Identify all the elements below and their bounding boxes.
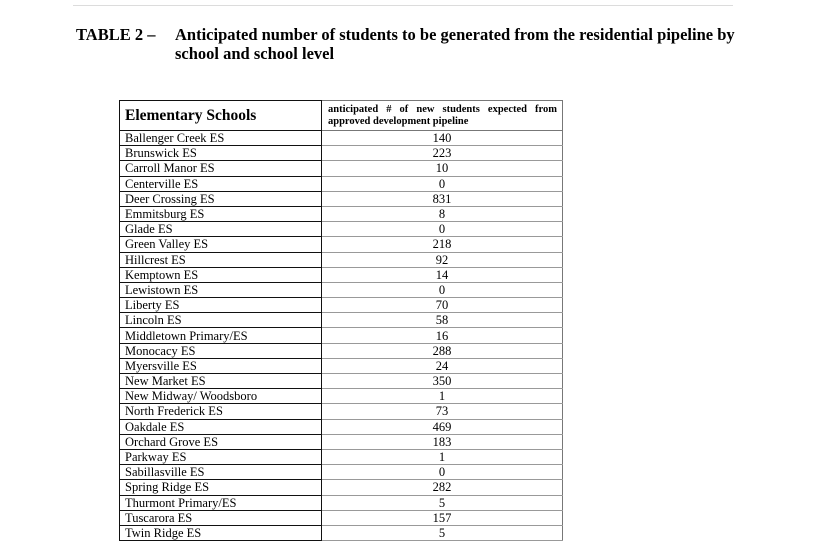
table-row	[120, 495, 563, 510]
school-name-cell: Deer Crossing ES	[120, 191, 322, 206]
student-count-cell: 0	[322, 176, 563, 191]
table-row	[120, 298, 563, 313]
school-name-cell: Middletown Primary/ES	[120, 328, 322, 343]
school-name-cell: Spring Ridge ES	[120, 480, 322, 495]
table-row	[120, 328, 563, 343]
student-count-cell: 8	[322, 206, 563, 221]
school-name-cell: Sabillasville ES	[120, 465, 322, 480]
student-count-cell: 1	[322, 389, 563, 404]
school-name-cell: New Market ES	[120, 374, 322, 389]
school-name-cell: Liberty ES	[120, 298, 322, 313]
school-name-cell: Emmitsburg ES	[120, 206, 322, 221]
school-name-cell: Twin Ridge ES	[120, 525, 322, 540]
school-name-cell: Myersville ES	[120, 358, 322, 373]
table-row	[120, 146, 563, 161]
table-row	[120, 358, 563, 373]
header-anticipated-students: anticipated # of new students expected from approved development pipeline	[322, 101, 563, 131]
school-name-cell: New Midway/ Woodsboro	[120, 389, 322, 404]
student-count-cell: 70	[322, 298, 563, 313]
table-row	[120, 313, 563, 328]
table-row	[120, 267, 563, 282]
student-count-cell: 288	[322, 343, 563, 358]
student-count-cell: 469	[322, 419, 563, 434]
school-name-cell: North Frederick ES	[120, 404, 322, 419]
student-count-cell: 16	[322, 328, 563, 343]
student-count-cell: 0	[322, 465, 563, 480]
school-name-cell: Tuscarora ES	[120, 510, 322, 525]
student-count-cell: 73	[322, 404, 563, 419]
table-row	[120, 465, 563, 480]
student-count-cell: 5	[322, 495, 563, 510]
table-number: TABLE 2 –	[76, 25, 156, 44]
students-pipeline-table	[119, 100, 563, 541]
page-header-rule	[73, 5, 733, 6]
table-title: Anticipated number of students to be generated from the residential pipeline by school and school level	[175, 25, 735, 63]
table-row	[120, 206, 563, 221]
school-name-cell: Parkway ES	[120, 449, 322, 464]
table-row	[120, 449, 563, 464]
school-name-cell: Glade ES	[120, 222, 322, 237]
table-row	[120, 343, 563, 358]
table-row	[120, 434, 563, 449]
student-count-cell: 14	[322, 267, 563, 282]
student-count-cell: 92	[322, 252, 563, 267]
table-row	[120, 161, 563, 176]
student-count-cell: 1	[322, 449, 563, 464]
school-name-cell: Hillcrest ES	[120, 252, 322, 267]
student-count-cell: 157	[322, 510, 563, 525]
school-name-cell: Lincoln ES	[120, 313, 322, 328]
table-row	[120, 191, 563, 206]
table-row	[120, 131, 563, 146]
table-row	[120, 510, 563, 525]
table-header-row	[120, 101, 563, 131]
student-count-cell: 223	[322, 146, 563, 161]
student-count-cell: 282	[322, 480, 563, 495]
table-row	[120, 252, 563, 267]
school-name-cell: Kemptown ES	[120, 267, 322, 282]
header-elementary-schools: Elementary Schools	[120, 101, 322, 131]
table-row	[120, 282, 563, 297]
student-count-cell: 140	[322, 131, 563, 146]
student-count-cell: 0	[322, 222, 563, 237]
school-name-cell: Monocacy ES	[120, 343, 322, 358]
table-row	[120, 389, 563, 404]
table-caption	[76, 25, 776, 63]
table-row	[120, 374, 563, 389]
table-row	[120, 480, 563, 495]
table-row	[120, 176, 563, 191]
student-count-cell: 0	[322, 282, 563, 297]
school-name-cell: Green Valley ES	[120, 237, 322, 252]
student-count-cell: 10	[322, 161, 563, 176]
school-name-cell: Carroll Manor ES	[120, 161, 322, 176]
student-count-cell: 58	[322, 313, 563, 328]
student-count-cell: 350	[322, 374, 563, 389]
school-name-cell: Lewistown ES	[120, 282, 322, 297]
student-count-cell: 5	[322, 525, 563, 540]
student-count-cell: 183	[322, 434, 563, 449]
table-row	[120, 222, 563, 237]
school-name-cell: Thurmont Primary/ES	[120, 495, 322, 510]
school-name-cell: Brunswick ES	[120, 146, 322, 161]
school-name-cell: Centerville ES	[120, 176, 322, 191]
table-row	[120, 525, 563, 540]
table-row	[120, 404, 563, 419]
school-name-cell: Oakdale ES	[120, 419, 322, 434]
student-count-cell: 218	[322, 237, 563, 252]
student-count-cell: 831	[322, 191, 563, 206]
student-count-cell: 24	[322, 358, 563, 373]
school-name-cell: Orchard Grove ES	[120, 434, 322, 449]
table-row	[120, 237, 563, 252]
school-name-cell: Ballenger Creek ES	[120, 131, 322, 146]
table-row	[120, 419, 563, 434]
